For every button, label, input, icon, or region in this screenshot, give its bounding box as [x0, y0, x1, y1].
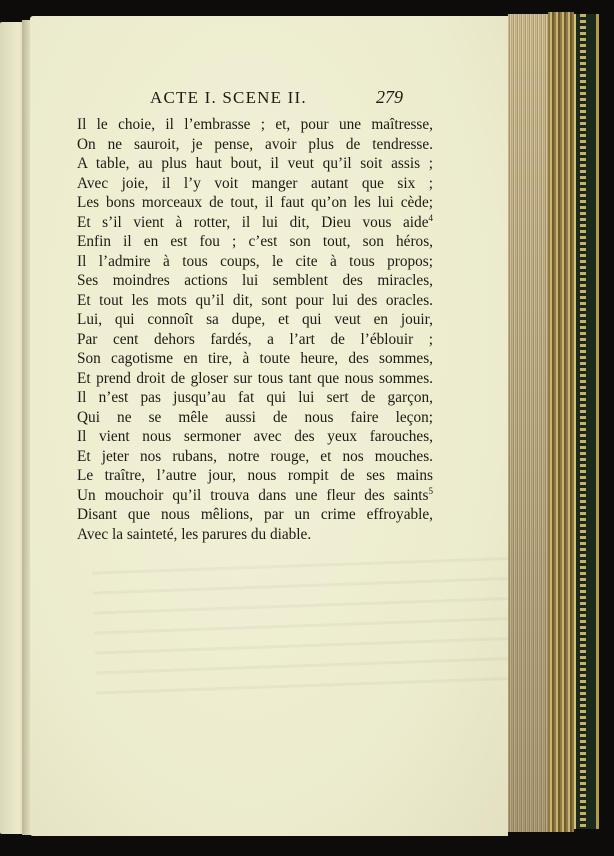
verse-text: Un mouchoir qu’il trouva dans une fleur des saints [77, 486, 429, 504]
verse-line [77, 427, 433, 447]
verse-text: Ses moindres actions lui semblent des miracles, [77, 272, 433, 289]
verse-text: Les bons morceaux de tout, il faut qu’on les lui cède; [77, 194, 433, 211]
verse-text: Et tout les mots qu’il dit, sont pour lui des oracles. [77, 291, 433, 309]
verse-text: Il n’est pas jusqu’au fat qui lui sert de garçon, [77, 389, 433, 406]
verse-text: Et jeter nos rubans, notre rouge, et nos mouches. [77, 447, 433, 465]
verse-line [77, 505, 433, 525]
page-block-edge [508, 14, 548, 832]
verse-text: Il le choie, il l’embrasse ; et, pour une maîtresse, [77, 116, 433, 133]
verse-line [77, 349, 433, 369]
verse-line [77, 193, 433, 213]
verse-text: Le traître, l’autre jour, nous rompit de ses mains [77, 467, 433, 484]
show-through-text [92, 547, 508, 702]
verse-text: Avec joie, il l’y voit manger autant que six ; [77, 174, 433, 192]
verse-line [77, 310, 433, 330]
verse-text: Avec la sainteté, les parures du diable. [77, 525, 312, 543]
verse-line [77, 174, 433, 194]
verse-text: A table, au plus haut bout, il veut qu’il soit assis ; [77, 155, 433, 172]
verse-text: Lui, qui connoît sa dupe, et qui veut en jouir, [77, 311, 433, 328]
verse-text: Son cagotisme en tire, à toute heure, des sommes, [77, 350, 433, 367]
verse-line [77, 135, 433, 155]
verse-line [77, 232, 433, 252]
page-number: 279 [376, 87, 403, 107]
verse-line [77, 466, 433, 486]
verse-line [77, 525, 433, 545]
verse-line [77, 330, 433, 350]
verse-line [77, 408, 433, 428]
verse-line [77, 486, 433, 506]
verse-text: Qui ne se mêle aussi de nous faire leçon; [77, 408, 433, 426]
verse-line [77, 115, 433, 135]
verse-text: Enfin il en est fou ; c’est son tout, son héros, [77, 233, 433, 250]
verse-line [77, 388, 433, 408]
verse-text: On ne sauroit, je pense, avoir plus de tendresse. [77, 135, 433, 153]
verse-line [77, 213, 433, 233]
running-head: ACTE I. SCENE II. [150, 88, 307, 107]
verse-text: Par cent dehors fardés, a l’art de l’éblouir ; [77, 330, 433, 348]
footnote-marker: 5 [428, 485, 433, 496]
verse-line [77, 447, 433, 467]
footnote-marker: 4 [428, 212, 433, 223]
verse-text: Il l’admire à tous coups, le cite à tous propos; [77, 252, 433, 270]
verse-line [77, 252, 433, 272]
verse-line [77, 291, 433, 311]
verse-line [77, 154, 433, 174]
page-header [150, 88, 410, 110]
verse-line [77, 369, 433, 389]
verse-text: Il vient nous sermoner avec des yeux farouches, [77, 428, 433, 445]
gilt-edge [548, 12, 574, 832]
verse-text: Et prend droit de gloser sur tous tant que nous sommes. [77, 369, 433, 387]
verse-text: Et s’il vient à rotter, il lui dit, Dieu vous aide [77, 213, 429, 231]
verse-text: Disant que nous mêlions, par un crime effroyable, [77, 506, 433, 523]
book-cover-spine [574, 14, 599, 829]
verse-block [77, 115, 433, 544]
verse-line [77, 271, 433, 291]
